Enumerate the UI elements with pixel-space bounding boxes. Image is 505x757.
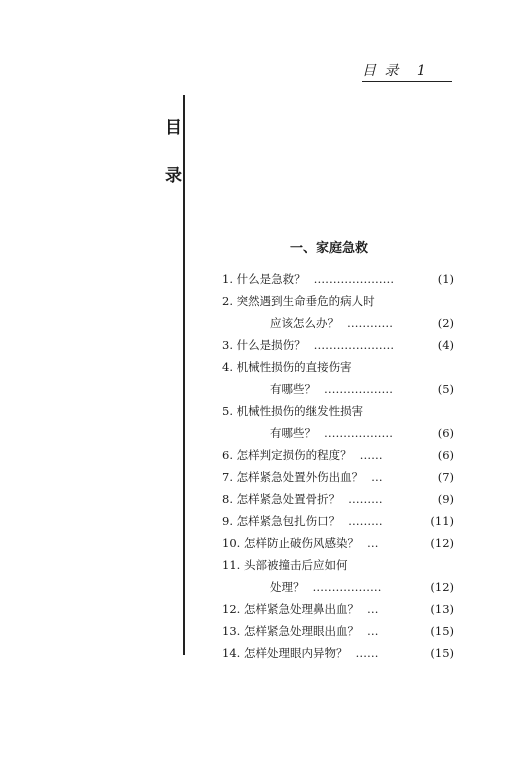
toc-page-ref: (6): [437, 426, 454, 440]
toc-leader-dots: …: [366, 536, 379, 550]
toc-entry: [222, 554, 454, 576]
toc-entry: [222, 642, 454, 664]
toc-page-ref: (12): [430, 536, 454, 550]
toc-page-ref: (15): [430, 646, 454, 660]
toc-leader-dots: ………………: [324, 382, 393, 396]
toc-entry: [222, 290, 454, 312]
vertical-rule: [183, 95, 185, 655]
toc-entry-text: 12. 怎样紧急处理鼻出血？: [222, 602, 359, 616]
toc-entry: [222, 378, 454, 400]
toc-leader-dots: …: [366, 624, 379, 638]
toc-entry-text: 9. 怎样紧急包扎伤口？: [222, 514, 341, 528]
toc-entry: [222, 598, 454, 620]
toc-page-ref: (13): [430, 602, 454, 616]
toc-entry-text: 有哪些？: [270, 382, 316, 396]
toc-leader-dots: …: [371, 470, 383, 484]
toc-page-ref: (11): [430, 514, 454, 528]
toc-entry-text: 5. 机械性损伤的继发性损害: [222, 404, 364, 418]
toc-page-ref: (9): [437, 492, 454, 506]
toc-entry-text: 8. 怎样紧急处置骨折？: [222, 492, 341, 506]
toc-leader-dots: …………………: [313, 272, 395, 286]
toc-entry: [222, 422, 454, 444]
toc-entry: [222, 576, 454, 598]
toc-entry: [222, 532, 454, 554]
toc-page-ref: (12): [430, 580, 454, 594]
toc-entry-text: 10. 怎样防止破伤风感染？: [222, 536, 359, 550]
toc-page-ref: (1): [437, 272, 454, 286]
toc-leader-dots: ………: [348, 492, 383, 506]
toc-entry-text: 7. 怎样紧急处置外伤出血？: [222, 470, 364, 484]
toc-entry-text: 处理？: [270, 580, 305, 594]
section-heading: 一、家庭急救: [290, 241, 369, 256]
toc-entry-text: 6. 怎样判定损伤的程度？: [222, 448, 352, 462]
toc-entry: [222, 620, 454, 642]
toc-entry-text: 4. 机械性损伤的直接伤害: [222, 360, 352, 374]
toc-leader-dots: …………………: [313, 338, 395, 352]
toc-entry: [222, 444, 454, 466]
toc-entry: [222, 312, 454, 334]
toc-leader-dots: ……: [355, 646, 379, 660]
table-of-contents: [222, 268, 454, 664]
toc-leader-dots: ………………: [312, 580, 382, 594]
toc-leader-dots: ………: [348, 514, 383, 528]
running-head-title: 目 录: [362, 63, 401, 79]
running-head: [362, 60, 452, 82]
toc-page-ref: (15): [430, 624, 454, 638]
toc-entry: [222, 356, 454, 378]
toc-page-ref: (6): [437, 448, 454, 462]
toc-page-ref: (7): [437, 470, 454, 484]
side-title-char-1: 目: [165, 118, 182, 138]
toc-leader-dots: ………………: [324, 426, 393, 440]
toc-leader-dots: …: [366, 602, 379, 616]
side-title: [165, 104, 182, 200]
toc-entry: [222, 510, 454, 532]
toc-entry-text: 应该怎么办？: [270, 316, 339, 330]
toc-page-ref: (2): [437, 316, 454, 330]
toc-entry-text: 11. 头部被撞击后应如何: [222, 558, 348, 572]
page-number: 1: [416, 63, 428, 79]
toc-entry: [222, 466, 454, 488]
toc-entry-text: 14. 怎样处理眼内异物？: [222, 646, 348, 660]
toc-entry-text: 有哪些？: [270, 426, 316, 440]
toc-entry-text: 1. 什么是急救？: [222, 272, 306, 286]
toc-entry-text: 2. 突然遇到生命垂危的病人时: [222, 294, 375, 308]
toc-entry-text: 3. 什么是损伤？: [222, 338, 306, 352]
toc-entry: [222, 488, 454, 510]
toc-entry: [222, 400, 454, 422]
toc-leader-dots: ……: [359, 448, 383, 462]
toc-entry: [222, 334, 454, 356]
toc-entry: [222, 268, 454, 290]
toc-page-ref: (5): [437, 382, 454, 396]
toc-entry-text: 13. 怎样紧急处理眼出血？: [222, 624, 359, 638]
toc-page-ref: (4): [437, 338, 454, 352]
toc-leader-dots: …………: [347, 316, 393, 330]
side-title-char-2: 录: [165, 166, 182, 186]
